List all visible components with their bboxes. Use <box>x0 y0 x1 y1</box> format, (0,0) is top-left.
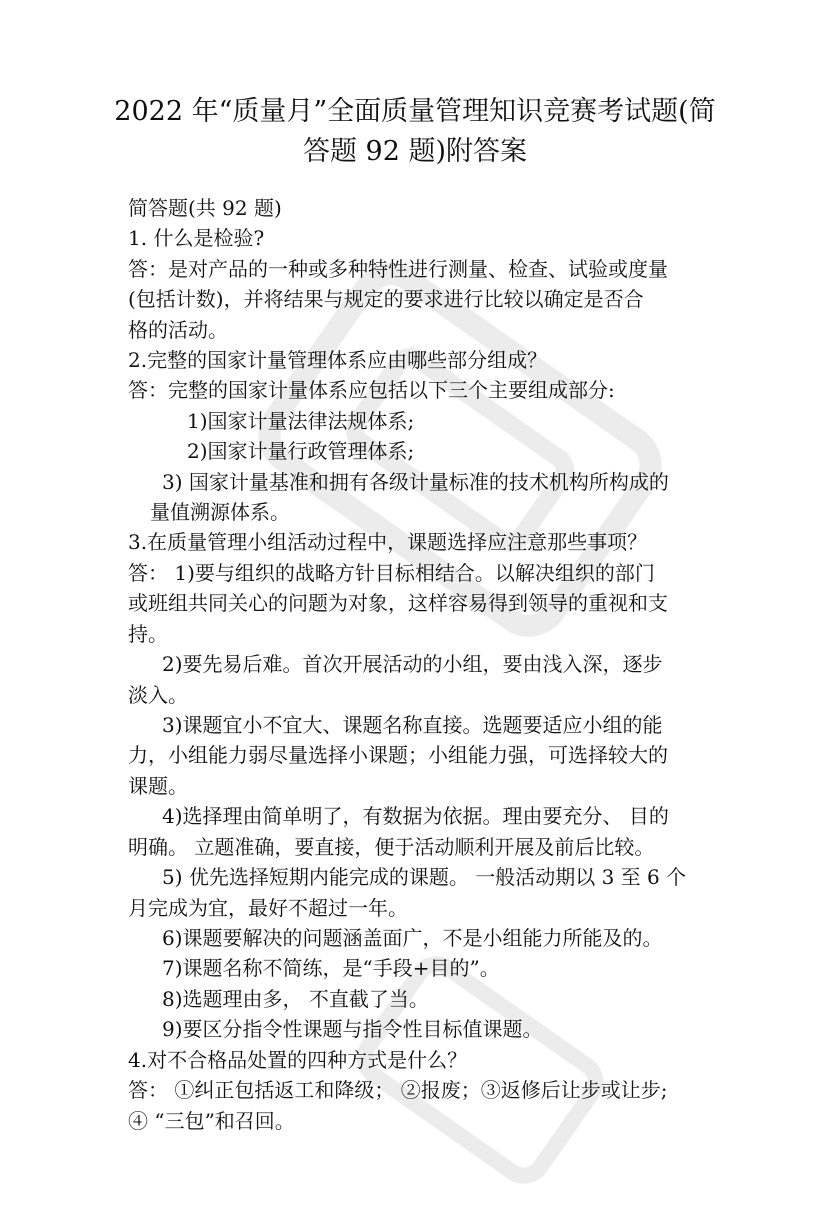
answer-line: 3) 国家计量基准和拥有各级计量标准的技术机构所构成的 <box>162 470 669 494</box>
answer-line: 明确。 立题准确，要直接，便于活动顺利开展及前后比较。 <box>128 835 655 859</box>
answer-line: 月完成为宜，最好不超过一年。 <box>128 896 408 920</box>
answer-line: 量值溯源体系。 <box>150 500 290 524</box>
answer-line: 1)国家计量法律法规体系; <box>187 409 415 433</box>
answer-line: 答：是对产品的一种或多种特性进行测量、检查、试验或度量 <box>128 257 668 281</box>
answer-line: 力，小组能力弱尽量选择小课题；小组能力强，可选择较大的 <box>128 743 668 767</box>
title-line-2: 答题 92 题)附答案 <box>302 136 528 167</box>
answer-line: 答： 1)要与组织的战略方针目标相结合。以解决组织的部门 <box>128 561 655 585</box>
answer-line: 8)选题理由多， 不直截了当。 <box>162 987 429 1011</box>
answer-line: 课题。 <box>128 774 188 798</box>
answer-line: 格的活动。 <box>128 318 228 342</box>
answer-line: 4)选择理由简单明了，有数据为依据。理由要充分、 目的 <box>162 804 669 828</box>
question-4: 4.对不合格品处置的四种方式是什么？ <box>128 1048 468 1072</box>
answer-line: 答：完整的国家计量体系应包括以下三个主要组成部分: <box>128 378 615 402</box>
question-3: 3.在质量管理小组活动过程中，课题选择应注意那些事项？ <box>128 530 648 554</box>
question-1: 1. 什么是检验? <box>128 226 265 250</box>
title-line-1: 2022 年“质量月”全面质量管理知识竞赛考试题(简 <box>114 96 716 127</box>
answer-line: 5) 优先选择短期内能完成的课题。 一般活动期以 3 至 6 个 <box>162 865 687 889</box>
answer-line: 或班组共同关心的问题为对象，这样容易得到领导的重视和支 <box>128 591 668 615</box>
answer-line: 6)课题要解决的问题涵盖面广，不是小组能力所能及的。 <box>162 926 663 950</box>
answer-line: 持。 <box>128 622 168 646</box>
answer-line: 2)要先易后难。首次开展活动的小组，要由浅入深，逐步 <box>162 652 663 676</box>
answer-line: 淡入。 <box>128 683 188 707</box>
answer-line: 9)要区分指令性课题与指令性目标值课题。 <box>162 1017 543 1041</box>
answer-line: 答： ①纠正包括返工和降级； ②报废；③返修后让步或让步; <box>128 1078 668 1102</box>
answer-line: 2)国家计量行政管理体系; <box>187 439 415 463</box>
answer-line: (包括计数)，并将结果与规定的要求进行比较以确定是否合 <box>128 287 644 311</box>
answer-line: 7)课题名称不简练，是“手段+目的”。 <box>162 956 500 980</box>
answer-line: ④ “三包”和召回。 <box>128 1109 295 1133</box>
section-heading: 简答题(共 92 题) <box>128 196 282 220</box>
question-2: 2.完整的国家计量管理体系应由哪些部分组成？ <box>128 348 548 372</box>
document-title <box>110 92 720 172</box>
answer-line: 3)课题宜小不宜大、课题名称直接。选题要适应小组的能 <box>162 713 663 737</box>
